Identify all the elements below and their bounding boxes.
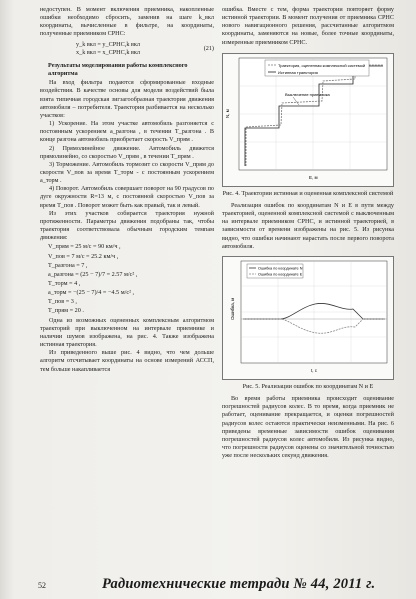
list-item: 4) Поворот. Автомобиль совершает поворот на 90 градусов по дуге окружности R=13 м, с постоянной скоростью V_пов за время T_пов . Поворот может быть как правый, так и левый. [40, 185, 214, 209]
formula: V_прям = 25 м/с = 90 км/ч , [48, 243, 121, 251]
y-axis-label: Ошибка, м [230, 297, 235, 320]
page-footer [0, 574, 416, 594]
paragraph: Одна из возможных оцененных комплексным алгоритмом траекторий при выключенном на интервале приемнике и наличии шумов изображена, на рис. 4. Также изображена истинная траектория. [40, 316, 214, 349]
formula: T_прям = 20 . [48, 307, 84, 315]
formula: V_пов = 7 м/с = 25.2 км/ч , [48, 252, 119, 260]
formula: T_разгона = 7 , [48, 261, 88, 269]
paragraph: ошибка. Вместе с тем, форма траектории повторяет форму истинной траектории. В момент получения от приемника СРНС нового навигационного решения, рассчитанные алгоритмом координаты, заменяются на новые, более точные координаты, измеренные приемником СРНС. [222, 6, 394, 46]
legend-estimated: Траектория, оцененная комплексной системой [278, 62, 366, 68]
list-item: 2) Прямолинейное движение. Автомобиль движется прямолинейно, со скоростью V_прям , в течении T_прям . [40, 144, 214, 160]
equation-line: y_k вкл = y_СРНС,k вкл [76, 40, 140, 48]
figure-4-plot [223, 54, 393, 184]
equation-line: x_k вкл = x_СРНС,k вкл [76, 48, 140, 56]
list-item: 1) Ускорение. На этом участке автомобиль разгоняется с постоянным ускорением a_разгона , в течении T_разгона . В конце разгона автомобиль приобретает скорость V_прям . [40, 120, 214, 144]
x-axis-label: t, с [311, 367, 318, 373]
figure-4 [222, 53, 394, 187]
y-axis-label: N, м [225, 108, 230, 118]
paragraph: Во время работы приемника происходит оценивание погрешностей радиусов колес. В то время, когда приемник не работает, оценивание прекращается, и оценки погрешностей радиусов колес остаются практически неизменными. На рис. 6 приведены временные зависимости ошибок оценивания погрешностей радиусов колес автомобиля. Из рисунка видно, что погрешности радиусов оценены со значительной точностью уже после нескольких секунд движения. [222, 395, 394, 460]
receiver-off-annotation: Выключение приемника [285, 91, 330, 97]
equation-number: (21) [203, 44, 214, 52]
journal-title: Радиотехнические тетради № 44, 2011 г. [102, 576, 376, 592]
x-axis-label: E, м [309, 174, 318, 180]
figure-5-caption: Рис. 5. Реализации ошибок по координатам N и E [242, 382, 374, 390]
paragraph: недоступен. В момент включения приемника, накопленные ошибки необходимо сбросить, заменив на шаге k_вкл координаты, вычисленные в фильтре, на координаты, полученные приемником СРНС: [40, 6, 214, 38]
paragraph: Реализация ошибок по координатам N и E в пути между траекторией, оцененной комплексной системой с выключенным на интервале приемником СРНС, и истинной траекторией, в зависимости от времени изображены на рис. 5. Из рисунка видно, что ошибки начинают нарастать после первого поворота автомобиля. [222, 201, 394, 250]
formula: a_разгона = (25 − 7)/7 = 2.57 м/с² , [48, 270, 138, 278]
figure-4-caption: Рис. 4. Траектории истинная и оцененная комплексной системой [222, 189, 394, 197]
figure-5-plot [223, 257, 393, 377]
page-number: 52 [38, 581, 46, 590]
legend-error-n: Ошибка по координате N [258, 266, 303, 271]
figure-5 [222, 256, 394, 380]
paragraph: Из этих участков собирается траектория нужной протяженности. Параметры движения подобраны так, чтобы траектория соответствовала обычным городским темпам движения: [40, 209, 214, 242]
formula: a_торм = −(25 − 7)/4 = −4.5 м/с² , [48, 289, 135, 297]
section-heading: Результаты моделирования работы комплексного алгоритма [48, 61, 188, 78]
formula: T_торм = 4 , [48, 280, 81, 287]
list-item: 3) Торможение. Автомобиль тормозит со скорости V_прям до скорости V_пов за время T_торм - с постоянным ускорением a_торм . [40, 160, 214, 185]
left-column [40, 6, 214, 374]
formula: T_пов = 3 , [48, 298, 77, 306]
paragraph: На вход фильтра подаются сформированные входные воздействия. В качестве основы для модели воздействий была взята типичная городская зигзагообразная траектория движения автомобиля – потребителя. Траектория разбивается на несколько участков: [40, 79, 214, 119]
paragraph: Из приведенного выше рис. 4 видно, что чем дольше алгоритм отсчитывает координаты на основе измерений АССП, тем больше накапливается [40, 349, 214, 373]
legend-true: Истинная траектория [278, 69, 318, 75]
right-column [222, 6, 394, 460]
equation-21 [40, 41, 214, 57]
legend-error-e: Ошибка по координате E [258, 272, 303, 277]
